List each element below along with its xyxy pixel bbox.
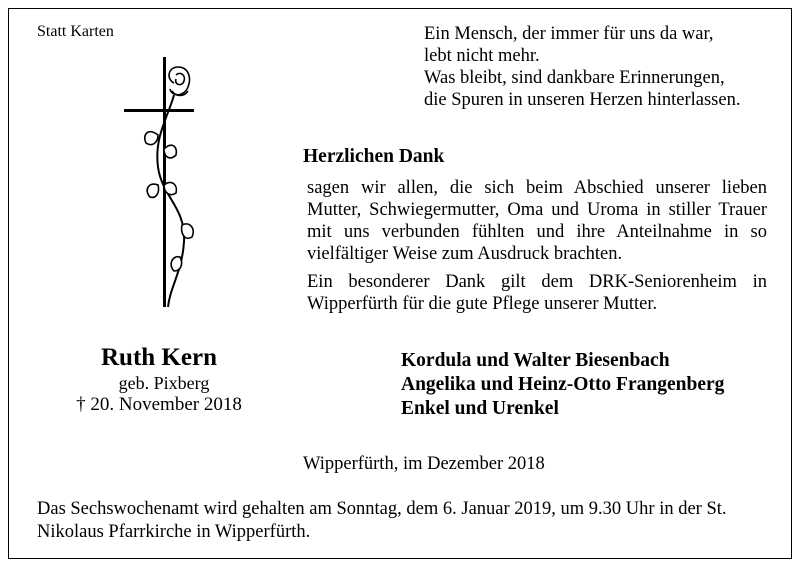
memorial-quote [424, 23, 780, 111]
obituary-card [8, 8, 792, 559]
thanks-paragraph: Ein besonderer Dank gilt dem DRK-Seniorenheim in Wipperfürth für die gute Pflege unserer Mutter. [307, 272, 767, 314]
deceased-birth-name: geb. Pixberg [118, 373, 210, 393]
quote-line: Ein Mensch, der immer für uns da war, [424, 24, 714, 44]
signer-line: Angelika und Heinz-Otto Frangenberg [401, 374, 725, 395]
signer-line: Kordula und Walter Biesenbach [401, 350, 670, 371]
service-announcement: Das Sechswochenamt wird gehalten am Sonntag, dem 6. Januar 2019, um 9.30 Uhr in der St. Nikolaus Pfarrkirche in Wipperfürth. [37, 499, 727, 542]
deceased-death-date: † 20. November 2018 [76, 394, 242, 415]
thanks-title: Herzlichen Dank [303, 146, 445, 167]
deceased-name: Ruth Kern [101, 344, 217, 371]
quote-line: Was bleibt, sind dankbare Erinnerungen, [424, 68, 725, 88]
quote-line: lebt nicht mehr. [424, 46, 540, 66]
signer-line: Enkel und Urenkel [401, 398, 559, 419]
thanks-paragraph: sagen wir allen, die sich beim Abschied unserer lieben Mutter, Schwiegermutter, Oma und Uroma in stiller Trauer mit uns verbunden fühlten und ihre Anteilnahme in so vielfältiger Weise zum Ausdruck brachten. [307, 178, 767, 264]
cross-with-rose-icon [114, 57, 204, 307]
thanks-body [307, 177, 767, 321]
place-date: Wipperfürth, im Dezember 2018 [303, 454, 545, 474]
signers-block [401, 349, 724, 421]
deceased-block [39, 343, 279, 417]
statt-karten-note: Statt Karten [37, 23, 114, 40]
quote-line: die Spuren in unseren Herzen hinterlassen. [424, 90, 741, 110]
